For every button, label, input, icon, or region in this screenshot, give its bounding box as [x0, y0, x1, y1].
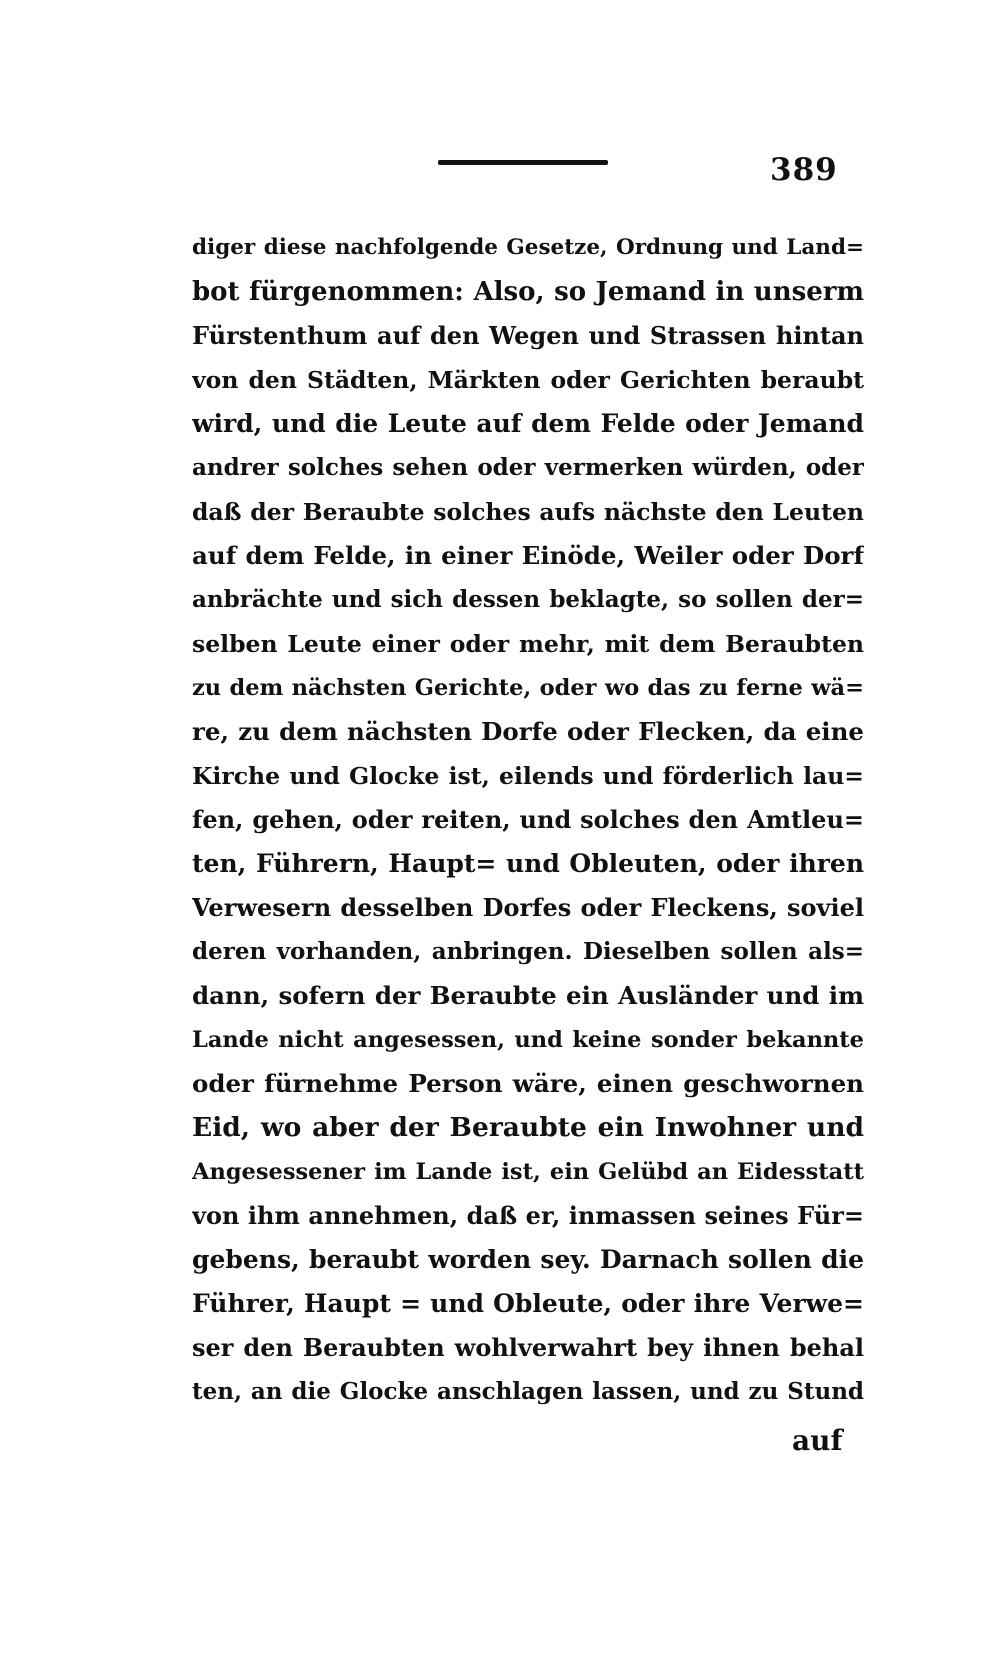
text-line: fen, gehen, oder reiten, und solches den Amtleu= — [192, 805, 864, 834]
text-line: deren vorhanden, anbringen. Dieselben sollen als= — [192, 938, 864, 965]
header-rule — [438, 160, 608, 165]
text-line: Verwesern desselben Dorfes oder Fleckens, soviel — [192, 893, 864, 922]
catchword: auf — [792, 1424, 843, 1457]
page-number: 389 — [770, 152, 838, 188]
text-line: dann, sofern der Beraubte ein Ausländer und im — [192, 981, 864, 1010]
text-line: gebens, beraubt worden sey. Darnach sollen die — [192, 1245, 864, 1274]
text-line: re, zu dem nächsten Dorfe oder Flecken, da eine — [192, 717, 864, 746]
text-line: bot fürgenommen: Also, so Jemand in unserm — [192, 277, 864, 307]
text-line: auf dem Felde, in einer Einöde, Weiler oder Dorf — [192, 541, 864, 570]
text-line: diger diese nachfolgende Gesetze, Ordnung und Land= — [192, 235, 864, 260]
text-line: Angesessener im Lande ist, ein Gelübd an Eidesstatt — [192, 1159, 864, 1185]
text-line: von ihm annehmen, daß er, inmassen seines Für= — [192, 1201, 864, 1230]
text-line: Eid, wo aber der Beraubte ein Inwohner und — [192, 1112, 864, 1143]
text-line: von den Städten, Märkten oder Gerichten beraubt — [192, 366, 864, 394]
text-line: Führer, Haupt = und Obleute, oder ihre Verwe= — [192, 1289, 864, 1318]
text-line: ten, an die Glocke anschlagen lassen, und zu Stund — [192, 1378, 864, 1405]
text-line: selben Leute einer oder mehr, mit dem Beraubten — [192, 630, 864, 658]
text-line: zu dem nächsten Gerichte, oder wo das zu ferne wä= — [192, 675, 864, 701]
text-line: Fürstenthum auf den Wegen und Strassen hintan — [192, 321, 864, 350]
text-line: andrer solches sehen oder vermerken würden, oder — [192, 454, 864, 481]
text-line: wird, und die Leute auf dem Felde oder Jemand — [192, 409, 864, 438]
text-line: daß der Beraubte solches aufs nächste den Leuten — [192, 498, 864, 526]
text-line: Lande nicht angesessen, und keine sonder bekannte — [192, 1027, 864, 1053]
text-line: oder fürnehme Person wäre, einen geschwornen — [192, 1069, 864, 1098]
body-text — [192, 226, 864, 1414]
text-line: ten, Führern, Haupt= und Obleuten, oder ihren — [192, 849, 864, 878]
text-line: anbrächte und sich dessen beklagte, so sollen der= — [192, 586, 864, 613]
text-line: Kirche und Glocke ist, eilends und förderlich lau= — [192, 762, 864, 790]
text-line: ser den Beraubten wohlverwahrt bey ihnen behal — [192, 1333, 864, 1362]
